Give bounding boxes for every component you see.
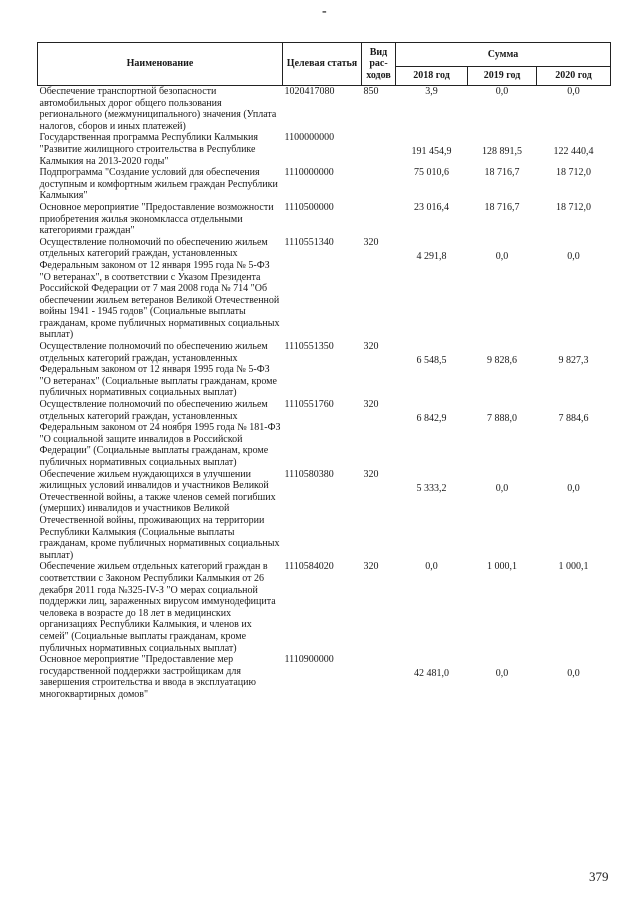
table-header — [38, 43, 611, 86]
row-name: Осуществление полномочий по обеспечению жильем отдельных категорий граждан, установленных Федеральным законом от 24 ноября 1995 года № 181-ФЗ "О социальной защите инвалидов в Российской Федерации" (Социальные выплаты гражданам, кроме публичных нормативных социальных выплат) — [39, 399, 281, 468]
header-2020: 2020 год — [537, 67, 611, 86]
row-2020: 122 440,4 — [553, 146, 594, 158]
row-type — [362, 167, 396, 202]
row-type: 320 — [363, 236, 379, 248]
table-row — [38, 469, 611, 562]
row-2018: 0,0 — [425, 561, 438, 573]
row-2018: 6 842,9 — [416, 413, 447, 425]
row-2019: 7 888,0 — [487, 413, 517, 425]
row-code: 1110580380 — [284, 468, 334, 480]
row-type — [362, 654, 396, 700]
row-2019: 9 828,6 — [487, 355, 517, 367]
header-2019: 2019 год — [468, 67, 537, 86]
row-name: Осуществление полномочий по обеспечению жильем отдельных категорий граждан, установленных Федеральным законом от 12 января 1995 года № 5-ФЗ "О ветеранах" (Социальные выплаты гражданам, кроме публичных нормативных социальных выплат) — [39, 341, 277, 399]
row-2020: 0,0 — [567, 668, 580, 680]
table-row — [38, 167, 611, 202]
row-name: Основное мероприятие "Предоставление возможности приобретения жилья экономкласса отдельными категориями граждан" — [39, 201, 274, 237]
row-code: 1100000000 — [284, 132, 335, 144]
header-name: Наименование — [38, 43, 283, 86]
header-code: Целевая статья — [283, 43, 362, 86]
row-type — [362, 202, 396, 237]
row-name: Государственная программа Республики Калмыкия "Развитие жилищного строительства в Республике Калмыкия на 2013-2020 годы" — [39, 132, 259, 167]
row-name: Обеспечение транспортной безопасности автомобильных дорог общего пользования регионального (межмуниципального) значения (Уплата налогов, сборов и иных платежей) — [39, 86, 277, 132]
table-row — [38, 86, 611, 133]
row-2018: 3,9 — [425, 86, 438, 97]
row-2018: 42 481,0 — [414, 668, 449, 680]
header-sum: Сумма — [396, 43, 611, 67]
row-code: 1110000000 — [284, 167, 334, 179]
row-2018: 6 548,5 — [416, 355, 447, 367]
top-mark: - — [322, 4, 327, 19]
row-code: 1110551350 — [284, 341, 334, 353]
row-2020: 0,0 — [567, 86, 580, 97]
row-code: 1110551340 — [284, 236, 334, 248]
row-2019: 1 000,1 — [487, 561, 517, 573]
header-type: Вид рас-ходов — [362, 43, 396, 86]
row-type: 320 — [363, 341, 379, 353]
row-type: 320 — [363, 561, 379, 573]
row-2020: 18 712,0 — [556, 167, 591, 179]
row-2019: 128 891,5 — [482, 146, 522, 158]
row-code: 1110584020 — [284, 561, 334, 573]
table-row — [38, 561, 611, 654]
table-row — [38, 654, 611, 700]
row-name: Основное мероприятие "Предоставление мер государственной поддержки застройщикам для завершения строительства и ввода в эксплуатацию многоквартирных домов" — [39, 654, 256, 700]
row-name: Обеспечение жильем отдельных категорий граждан в соответствии с Законом Республики Калмыкия от 26 декабря 2011 года №325-IV-З "О мерах социальной поддержки лиц, зараженных вирусом иммунодефицита человека в возрасте до 18 лет в медицинских организациях Республики Калмыкия, и членов их семей" (Социальные выплаты гражданам, кроме публичных нормативных социальных выплат) — [39, 561, 276, 654]
table-row — [38, 132, 611, 167]
row-2019: 0,0 — [495, 86, 509, 97]
row-2019: 0,0 — [495, 250, 509, 262]
row-type: 850 — [363, 86, 379, 97]
row-2020: 9 827,3 — [558, 355, 589, 367]
row-code: 1110900000 — [284, 654, 334, 666]
row-2018: 191 454,9 — [411, 146, 452, 158]
budget-table — [37, 42, 611, 700]
row-name: Подпрограмма "Создание условий для обеспечения доступным и комфортным жильем граждан Республики Калмыкия" — [39, 167, 278, 202]
row-name: Осуществление полномочий по обеспечению жильем отдельных категорий граждан, установленных Федеральным законом от 12 января 1995 года № 5-ФЗ "О ветеранах", в соответствии с Указом Президента Российской Федерации от 7 мая 2008 года № 714 "Об обеспечении жильем ветеранов Великой Отечественной войны 1941 - 1945 годов" (Социальные выплаты гражданам, кроме публичных нормативных социальных выплат) — [39, 236, 280, 341]
row-type — [362, 132, 396, 167]
row-2020: 7 884,6 — [558, 413, 589, 425]
row-2020: 0,0 — [567, 250, 580, 262]
row-2019: 0,0 — [495, 668, 509, 680]
row-2020: 18 712,0 — [556, 201, 591, 213]
row-2018: 23 016,4 — [414, 201, 449, 213]
row-2019: 0,0 — [495, 482, 509, 494]
row-2018: 75 010,6 — [414, 167, 449, 179]
row-2020: 1 000,1 — [558, 561, 589, 573]
row-code: 1020417080 — [284, 86, 335, 97]
row-2018: 5 333,2 — [416, 482, 447, 494]
page-number: 379 — [589, 869, 609, 884]
table-row — [38, 341, 611, 399]
row-2020: 0,0 — [567, 482, 580, 494]
row-2019: 18 716,7 — [484, 201, 520, 213]
table-row — [38, 399, 611, 469]
table-row — [38, 202, 611, 237]
row-name: Обеспечение жильем нуждающихся в улучшении жилищных условий инвалидов и участников Великой Отечественной войны, а также членов семей погибших (умерших) инвалидов и участников Великой Отечественной войны, проживающих на территории Республики Калмыкия (Социальные выплаты гражданам, кроме публичных нормативных социальных выплат) — [39, 468, 280, 561]
row-type: 320 — [363, 399, 379, 411]
row-type: 320 — [363, 468, 379, 480]
row-2019: 18 716,7 — [484, 167, 520, 179]
table-row — [38, 237, 611, 341]
header-2018: 2018 год — [396, 67, 468, 86]
row-code: 1110500000 — [284, 201, 334, 213]
row-2018: 4 291,8 — [416, 250, 447, 262]
row-code: 1110551760 — [284, 399, 334, 411]
